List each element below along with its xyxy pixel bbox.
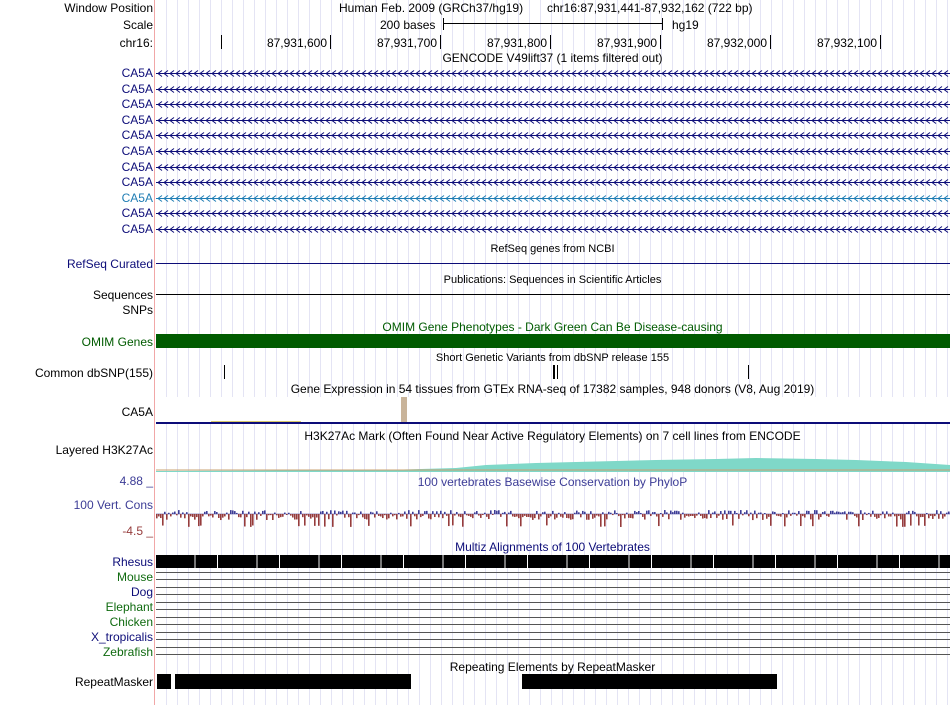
gencode-transcript-label[interactable]: CA5A <box>121 190 153 205</box>
multiz-alignment-line[interactable] <box>156 624 950 625</box>
ruler-tick-label: 87,932,000 <box>706 36 767 50</box>
multiz-species-label[interactable]: Mouse <box>116 570 153 584</box>
assembly-title: Human Feb. 2009 (GRCh37/hg19) <box>339 1 524 15</box>
multiz-alignment-line[interactable] <box>156 602 950 603</box>
gencode-transcript-line[interactable] <box>156 117 950 124</box>
gtex-track-title: Gene Expression in 54 tissues from GTEx RNA-seq of 17382 samples, 948 donors (V8, Aug 2019) <box>290 382 815 396</box>
gtex-label[interactable]: CA5A <box>121 405 153 419</box>
repeatmasker-track-title: Repeating Elements by RepeatMasker <box>449 660 656 674</box>
gencode-transcript-label[interactable]: CA5A <box>121 66 153 80</box>
ruler-tick-label: 87,932,100 <box>816 36 877 50</box>
ruler-tick <box>330 35 331 49</box>
h3k27ac-signal[interactable] <box>156 450 950 472</box>
gencode-transcript-line[interactable] <box>156 86 950 93</box>
gencode-transcript-line[interactable] <box>156 132 950 139</box>
repeat-element[interactable] <box>175 674 411 689</box>
phylop-signal[interactable] <box>156 504 950 528</box>
multiz-alignment-line[interactable] <box>156 594 950 595</box>
gencode-transcript-label[interactable]: CA5A <box>121 97 153 112</box>
multiz-species-label[interactable]: Elephant <box>105 600 153 614</box>
gencode-transcript-label[interactable]: CA5A <box>121 81 153 96</box>
ruler-tick-label: 87,931,800 <box>486 36 547 50</box>
phylop-min-label: -4.5 _ <box>122 524 153 538</box>
gencode-track-title: GENCODE V49lift37 (1 items filtered out) <box>442 51 663 65</box>
gtex-panel[interactable] <box>156 397 950 424</box>
gencode-transcript-label[interactable]: CA5A <box>121 222 153 236</box>
scale-db: hg19 <box>672 18 699 32</box>
gtex-bar <box>401 397 407 422</box>
chrom-label: chr16: <box>119 36 153 50</box>
multiz-alignment-line[interactable] <box>156 654 950 655</box>
snp-mark[interactable] <box>748 365 749 379</box>
ruler-tick <box>880 35 881 49</box>
omim-track-title: OMIM Gene Phenotypes - Dark Green Can Be Disease-causing <box>382 320 723 334</box>
publications-line[interactable] <box>156 294 950 295</box>
repeat-element[interactable] <box>522 674 777 689</box>
phylop-track-title: 100 vertebrates Basewise Conservation by PhyloP <box>417 475 688 489</box>
multiz-alignment-line[interactable] <box>156 647 950 648</box>
scale-text: 200 bases <box>380 18 436 32</box>
publications-label[interactable]: Sequences <box>92 288 153 302</box>
refseq-track-title: RefSeq genes from NCBI <box>490 243 615 255</box>
gencode-transcript-label[interactable]: CA5A <box>121 206 153 221</box>
publications-track-title: Publications: Sequences in Scientific Articles <box>443 274 662 286</box>
refseq-label[interactable]: RefSeq Curated <box>66 257 153 271</box>
gencode-transcript-line[interactable] <box>156 195 950 202</box>
gencode-transcript-label[interactable]: CA5A <box>121 128 153 143</box>
repeatmasker-label[interactable]: RepeatMasker <box>74 675 153 689</box>
snp-mark[interactable] <box>557 365 558 379</box>
gencode-transcript-line[interactable] <box>156 70 950 77</box>
multiz-alignment-line[interactable] <box>156 617 950 618</box>
gencode-transcript-label[interactable]: CA5A <box>121 159 153 174</box>
gencode-transcript-line[interactable] <box>156 148 950 155</box>
multiz-species-label[interactable]: Zebrafish <box>102 645 153 659</box>
refseq-line[interactable] <box>156 263 950 264</box>
multiz-alignment-line[interactable] <box>156 609 950 610</box>
scale-label: Scale <box>122 18 153 32</box>
omim-label[interactable]: OMIM Genes <box>81 335 153 349</box>
ruler-tick <box>440 35 441 49</box>
ruler-tick <box>660 35 661 49</box>
snps-label[interactable]: SNPs <box>122 303 153 317</box>
phylop-max-label: 4.88 _ <box>119 474 153 488</box>
multiz-species-label[interactable]: Chicken <box>109 615 153 629</box>
position-readout: chr16:87,931,441-87,932,162 (722 bp) <box>547 1 753 15</box>
multiz-alignment-line[interactable] <box>156 639 950 640</box>
multiz-alignment-line[interactable] <box>156 579 950 580</box>
gencode-transcript-line[interactable] <box>156 226 950 233</box>
gencode-transcript-label[interactable]: CA5A <box>121 175 153 190</box>
multiz-alignment-line[interactable] <box>156 632 950 633</box>
omim-bar[interactable] <box>156 334 950 348</box>
multiz-track-title: Multiz Alignments of 100 Vertebrates <box>455 540 650 554</box>
gencode-transcript-label[interactable]: CA5A <box>121 144 153 158</box>
scale-bar <box>443 18 663 32</box>
h3k27ac-label[interactable]: Layered H3K27Ac <box>55 443 153 457</box>
repeat-element[interactable] <box>157 674 171 689</box>
gencode-transcript-label[interactable]: CA5A <box>121 112 153 127</box>
phylop-label[interactable]: 100 Vert. Cons <box>73 498 153 512</box>
gencode-transcript-line[interactable] <box>156 101 950 108</box>
multiz-species-label[interactable]: Rhesus <box>112 555 153 569</box>
gencode-transcript-line[interactable] <box>156 179 950 186</box>
ruler-tick <box>221 35 222 49</box>
ruler-tick-label: 87,931,600 <box>266 36 327 50</box>
ruler-tick-label: 87,931,700 <box>376 36 437 50</box>
gencode-transcript-line[interactable] <box>156 164 950 171</box>
multiz-species-label[interactable]: Dog <box>130 585 153 599</box>
gtex-gene-line <box>156 422 950 424</box>
snp-mark[interactable] <box>224 365 225 379</box>
h3k27ac-track-title: H3K27Ac Mark (Often Found Near Active Regulatory Elements) on 7 cell lines from ENCODE <box>304 429 801 443</box>
snp-mark[interactable] <box>553 365 555 379</box>
ruler-tick <box>770 35 771 49</box>
ruler-tick <box>550 35 551 49</box>
gencode-transcript-line[interactable] <box>156 210 950 217</box>
multiz-alignment-line[interactable] <box>156 572 950 573</box>
dbsnp-track-title: Short Genetic Variants from dbSNP release 155 <box>435 352 670 364</box>
ruler-tick-label: 87,931,900 <box>596 36 657 50</box>
dbsnp-label[interactable]: Common dbSNP(155) <box>34 366 153 380</box>
multiz-alignment-bar[interactable] <box>156 555 950 568</box>
multiz-alignment-line[interactable] <box>156 587 950 588</box>
multiz-species-label[interactable]: X_tropicalis <box>90 630 153 644</box>
window-position-label: Window Position <box>64 1 153 15</box>
